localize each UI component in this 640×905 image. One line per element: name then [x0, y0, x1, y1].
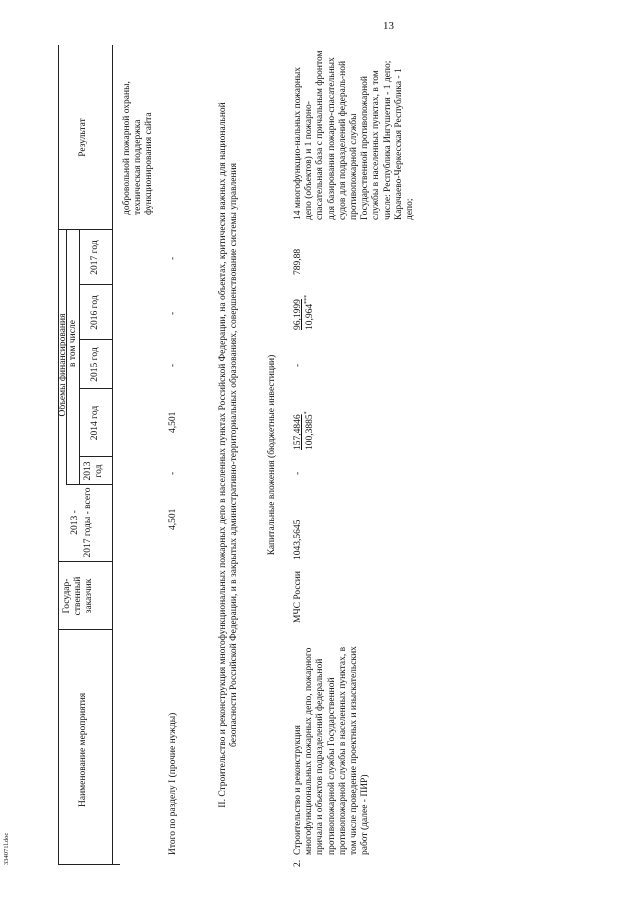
row2-2015: -	[293, 363, 303, 367]
total-row-total: 4,501	[168, 508, 178, 530]
header-2016: 2016 год	[90, 295, 100, 330]
header-result: Результат	[78, 118, 88, 157]
header-total-years: 2013 -	[70, 510, 80, 535]
header-2014: 2014 год	[90, 405, 100, 441]
row2-number: 2.	[293, 859, 303, 867]
header-2015: 2015 год	[90, 347, 100, 382]
header-funding: Объемы финансирования	[58, 313, 68, 417]
header-2013: 2013 год	[83, 461, 105, 481]
total-row-2016: -	[168, 311, 178, 315]
section-title: II. Строительство и реконструкция многофункциональных пожарных депо в населенных пунктах Российской Федерации, на объектах, критически важных для национальной безопасности Российской Федерации, и в закрытых административно-территориальных образованиях, совершенствование системы управления	[218, 102, 240, 808]
header-2017: 2017 год	[90, 240, 100, 275]
rotated-table	[50, 45, 610, 865]
row2-2016-bottom: 10,964***	[304, 294, 316, 330]
row2-2017: 789,88	[293, 248, 303, 275]
section-subtitle: Капитальные вложения (бюджетные инвестиции)	[267, 354, 277, 556]
total-row-label: Итого по разделу I (прочие нужды)	[168, 712, 178, 855]
total-row-2017: -	[168, 256, 178, 260]
header-customer: Государ-ственный заказчик	[62, 576, 95, 616]
page-number: 13	[383, 20, 394, 32]
header-including: в том числе	[68, 320, 78, 367]
header-total-sub: 2017 годы - всего	[83, 487, 93, 558]
top-result-text: добровольной пожарной охраны, техническая поддержка функционирования сайта	[122, 81, 155, 215]
row2-result: 14 многофункцио-нальных пожарных депо (объектов) и 1 пожарно-спасательная база с причальным фронтом для базирования пожарно-спасательных судов для подразделений федераль-ной противопожарной службы Государственной противопожарной службы в населенных пунктах, в том числе: Республика Ингушетия - 1 депо; Карачаево-Черкесская Республика - 1 депо;	[293, 50, 416, 220]
table-top-border	[58, 45, 59, 865]
row2-2014-top: 157,4846	[293, 414, 303, 450]
row2-customer: МЧС России	[293, 571, 303, 623]
total-row-2015: -	[168, 363, 178, 367]
row2-total: 1043,5645	[293, 519, 303, 560]
header-bottom-border	[112, 45, 113, 865]
row2-2013: -	[293, 471, 303, 475]
footer-filename: 334071l.doc	[3, 832, 10, 865]
total-row-2013: -	[168, 471, 178, 475]
row2-2016-top: 96,1999	[293, 299, 303, 330]
header-event: Наименование мероприятия	[78, 692, 88, 807]
total-row-2014: 4,501	[168, 411, 178, 433]
row2-event: Строительство и реконструкция многофункциональных пожарных депо, пожарного причала и объектов подразделений федеральной противопожарной службы Государственной противопожарной службы в населенных пунктах, в том числе проведение проектных и изыскательских работ (далее - ПИР)	[293, 646, 371, 855]
row2-2014-bottom: 100,3885*	[304, 411, 316, 450]
